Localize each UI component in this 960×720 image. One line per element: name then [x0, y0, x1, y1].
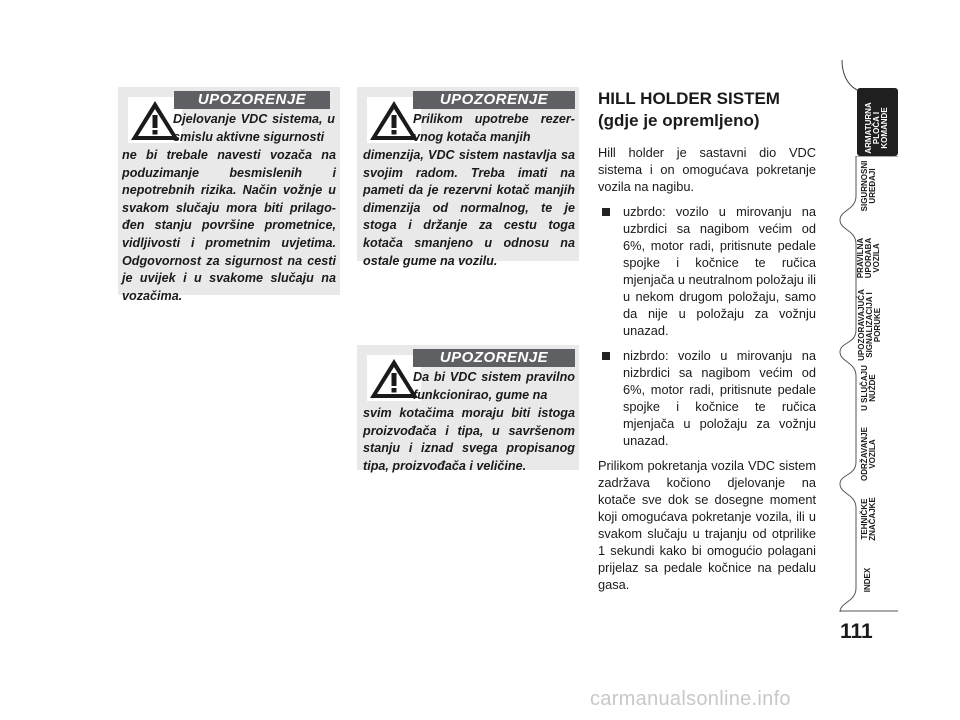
list-item-text: uzbrdo: vozilo u mirovanju na uzbrdici sa nagibom većim od 6%, motor radi, pritisnute pedale spojke i kočnice te ručica mjenjača u neutralnom položaju ili u nekom drugom položaju, samo da nije u položaju za vožnju unazad. — [623, 204, 816, 338]
bullet-square-icon — [602, 208, 610, 216]
warning-box-spare-wheel — [357, 87, 579, 268]
outro-paragraph: Prilikom pokretanja vozila VDC sistem zadržava kočiono djelovanje na kotače sve dok se dosegne moment koji omogućava pokretanje vozila, ili u svakom slučaju u trajanju od otprilike 1 sekundi kako bi omogućio polagani prijelaz sa pedale kočnice na pedalu gasa. — [598, 458, 816, 592]
warning-badge: UPOZORENJE — [413, 91, 575, 109]
tab-sigurnosni-uredaji[interactable] — [838, 156, 898, 220]
list-item — [598, 347, 816, 449]
warning-body-text: ne bi trebale navesti vozača na poduzimanje besmislenih i nepotrebnih rizika. Način vožnje u svakom slučaju mora biti prilago-đen stanju površine prometnice, vidljivosti i prometnim uvjetima. Odgovornost za sigurnost na cesti je uvijek i u svakome slučaju na vozačima. — [122, 148, 336, 303]
tab-label: INDEX — [863, 567, 872, 593]
list-item — [598, 203, 816, 339]
tab-upozoravajuca-signalizacija[interactable] — [838, 286, 898, 361]
warning-lead-text: Prilikom upotrebe rezer-vnog kotača manjih — [413, 112, 575, 144]
warning-lead-text: Da bi VDC sistem pravilno funkcionirao, gume na — [413, 370, 575, 402]
tab-label: ARMATURNA PLOČA I KOMANDE — [864, 102, 889, 154]
warning-lead-text: Djelovanje VDC sistema, u smislu aktivne sigurnosti — [173, 112, 335, 144]
section-title: HILL HOLDER SISTEM — [598, 89, 780, 108]
list-item-text: nizbrdo: vozilo u mirovanju na nizbrdici sa nagibom većim od 6%, motor radi, pritisnute pedale spojke i kočnice te ručica mjenjača u položaju za vožnju unazad. — [623, 348, 816, 448]
tab-label: U SLUČAJU NUŽDE — [860, 365, 877, 411]
page-number: 111 — [840, 620, 873, 643]
watermark: carmanualsonline.info — [590, 688, 791, 710]
warning-body-text: dimenzija, VDC sistem nastavlja sa svojim radom. Treba imati na pameti da je rezervni kotač manjih dimenzija od normalnog, te je stoga i držanje za cestu toga kotača smanjeno u odnosu na ostale gume na vozilu. — [363, 148, 575, 268]
warning-badge: UPOZORENJE — [413, 349, 575, 367]
tab-armaturna-ploca[interactable] — [838, 60, 898, 156]
section-subtitle: (gdje je opremljeno) — [598, 111, 760, 130]
tab-label: TEHNIČKE ZNAČAJKE — [860, 497, 877, 541]
hill-holder-section — [598, 88, 816, 593]
tab-label: ODRŽAVANJE VOZILA — [860, 427, 877, 481]
warning-box-vdc-safety — [118, 87, 340, 303]
warning-body-text: svim kotačima moraju biti istoga proizvođača i tipa, u savršenom stanju i iznad svega propisanog tipa, proizvođača i veličine. — [363, 406, 575, 473]
tab-pravilna-uporaba[interactable] — [838, 220, 898, 286]
tab-index[interactable] — [838, 548, 898, 612]
tab-tehnicke-znacajke[interactable] — [838, 484, 898, 548]
bullet-square-icon — [602, 352, 610, 360]
tab-label: PRAVILNA UPORABA VOZILA — [856, 237, 881, 279]
tab-u-slucaju-nuzde[interactable] — [838, 352, 898, 418]
warning-badge: UPOZORENJE — [174, 91, 330, 109]
tab-odrzavanje-vozila[interactable] — [838, 418, 898, 484]
tab-label: SIGURNOSNI UREĐAJI — [860, 160, 877, 212]
warning-box-tyres — [357, 345, 579, 473]
tab-label: UPOZORAVAJUĆA SIGNALIZACIJA I PORUKE — [857, 289, 882, 361]
intro-paragraph: Hill holder je sastavni dio VDC sistema i on omogućava pokretanje vozila na nagibu. — [598, 145, 816, 194]
